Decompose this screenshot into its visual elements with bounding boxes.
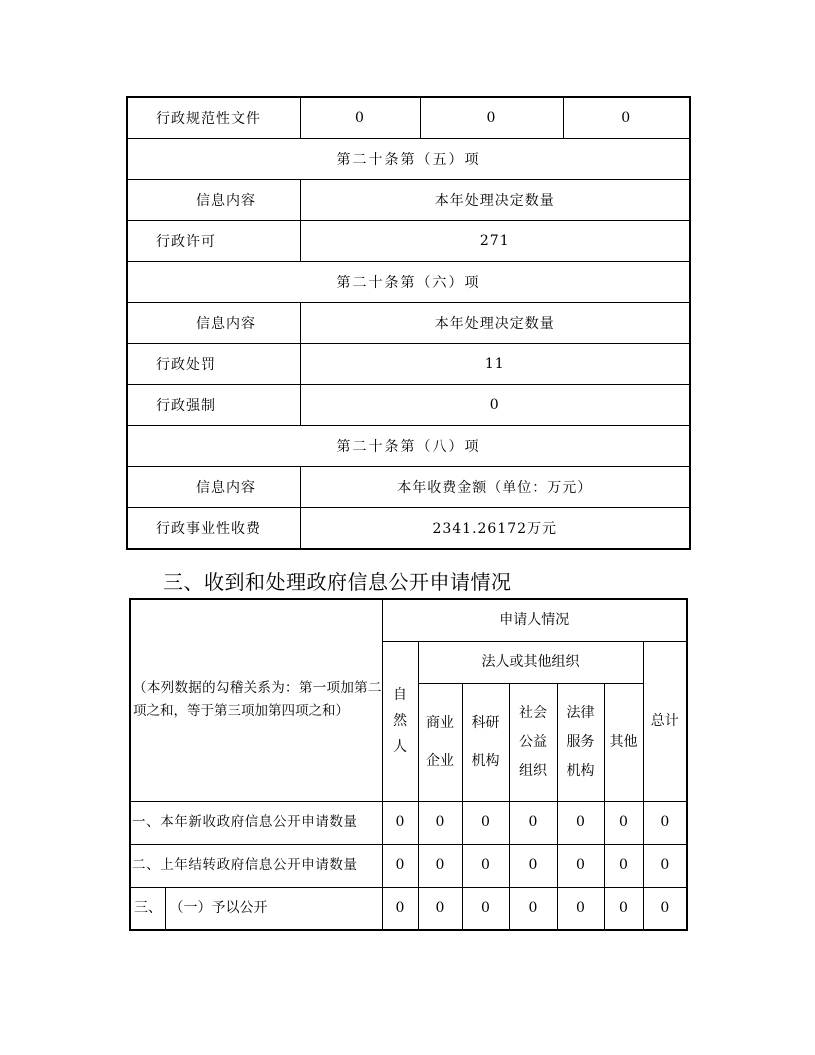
table-section-row — [127, 262, 690, 303]
column-header — [604, 683, 643, 801]
table-header-row — [127, 467, 690, 508]
natural-person-header — [382, 641, 418, 801]
row-prefix: 三、 — [130, 887, 165, 930]
table-row — [127, 385, 690, 426]
research-institute-label: 科研机构 — [471, 715, 500, 769]
cell-value: 271 — [300, 221, 690, 262]
table-section-row — [127, 426, 690, 467]
table-header-row — [130, 599, 687, 641]
cell-value: 0 — [300, 97, 420, 139]
cell-value: 0 — [418, 844, 462, 887]
column-header — [509, 683, 557, 801]
table-row — [127, 97, 690, 139]
row-label: 二、上年结转政府信息公开申请数量 — [130, 844, 382, 887]
row-label: 行政强制 — [127, 385, 300, 426]
section-heading-cell: 第二十条第（六）项 — [127, 262, 690, 303]
cell-value: 0 — [557, 887, 604, 930]
cell-value: 0 — [420, 97, 563, 139]
cell-value: 0 — [382, 887, 418, 930]
cell-value: 0 — [604, 887, 643, 930]
table-row — [127, 508, 690, 550]
other-label: 其他 — [609, 733, 638, 750]
table-row — [130, 801, 687, 844]
cell-value: 0 — [557, 801, 604, 844]
cell-value: 0 — [509, 844, 557, 887]
column-header: 信息内容 — [127, 180, 300, 221]
application-stats-table — [129, 598, 688, 931]
natural-person-label: 自然人 — [393, 687, 407, 755]
column-header — [557, 683, 604, 801]
cell-value: 0 — [418, 887, 462, 930]
total-label: 总计 — [650, 713, 679, 729]
section-title: 三、收到和处理政府信息公开申请情况 — [163, 570, 512, 594]
column-header — [418, 683, 462, 801]
column-header: 本年处理决定数量 — [300, 303, 690, 344]
applicant-header: 申请人情况 — [382, 599, 687, 641]
cell-value: 0 — [462, 844, 509, 887]
table-header-row — [127, 303, 690, 344]
section-heading-cell: 第二十条第（五）项 — [127, 139, 690, 180]
table-section-row — [127, 139, 690, 180]
cell-value: 0 — [509, 801, 557, 844]
legal-entity-header: 法人或其他组织 — [418, 641, 643, 683]
disclosure-table — [126, 96, 691, 550]
cell-value: 0 — [509, 887, 557, 930]
column-header: 本年处理决定数量 — [300, 180, 690, 221]
cell-value: 0 — [563, 97, 690, 139]
table-row — [127, 344, 690, 385]
table-row — [130, 844, 687, 887]
commercial-enterprise-label: 商业企业 — [425, 715, 454, 769]
cell-value: 0 — [382, 801, 418, 844]
cell-value: 2341.26172万元 — [300, 508, 690, 550]
column-header — [462, 683, 509, 801]
table-description: （本列数据的勾稽关系为：第一项加第二项之和，等于第三项加第四项之和） — [130, 599, 382, 801]
cell-value: 0 — [604, 801, 643, 844]
cell-value: 0 — [382, 844, 418, 887]
cell-value: 11 — [300, 344, 690, 385]
cell-value: 0 — [462, 887, 509, 930]
cell-value: 0 — [462, 801, 509, 844]
cell-value: 0 — [418, 801, 462, 844]
row-label: 行政规范性文件 — [127, 97, 300, 139]
cell-value: 0 — [604, 844, 643, 887]
cell-value: 0 — [643, 801, 687, 844]
cell-value: 0 — [643, 887, 687, 930]
cell-value: 0 — [557, 844, 604, 887]
section-heading-cell: 第二十条第（八）项 — [127, 426, 690, 467]
table-row — [127, 221, 690, 262]
total-header — [643, 641, 687, 801]
row-label: 行政许可 — [127, 221, 300, 262]
table-row — [130, 887, 687, 930]
row-label: 行政处罚 — [127, 344, 300, 385]
cell-value: 0 — [300, 385, 690, 426]
column-header: 本年收费金额（单位：万元） — [300, 467, 690, 508]
legal-service-org-label: 法律服务机构 — [566, 704, 595, 779]
cell-value: 0 — [643, 844, 687, 887]
column-header: 信息内容 — [127, 467, 300, 508]
row-label: （一）予以公开 — [165, 887, 382, 930]
column-header: 信息内容 — [127, 303, 300, 344]
row-label: 行政事业性收费 — [127, 508, 300, 550]
public-welfare-org-label: 社会公益组织 — [518, 704, 547, 779]
row-label: 一、本年新收政府信息公开申请数量 — [130, 801, 382, 844]
table-header-row — [127, 180, 690, 221]
